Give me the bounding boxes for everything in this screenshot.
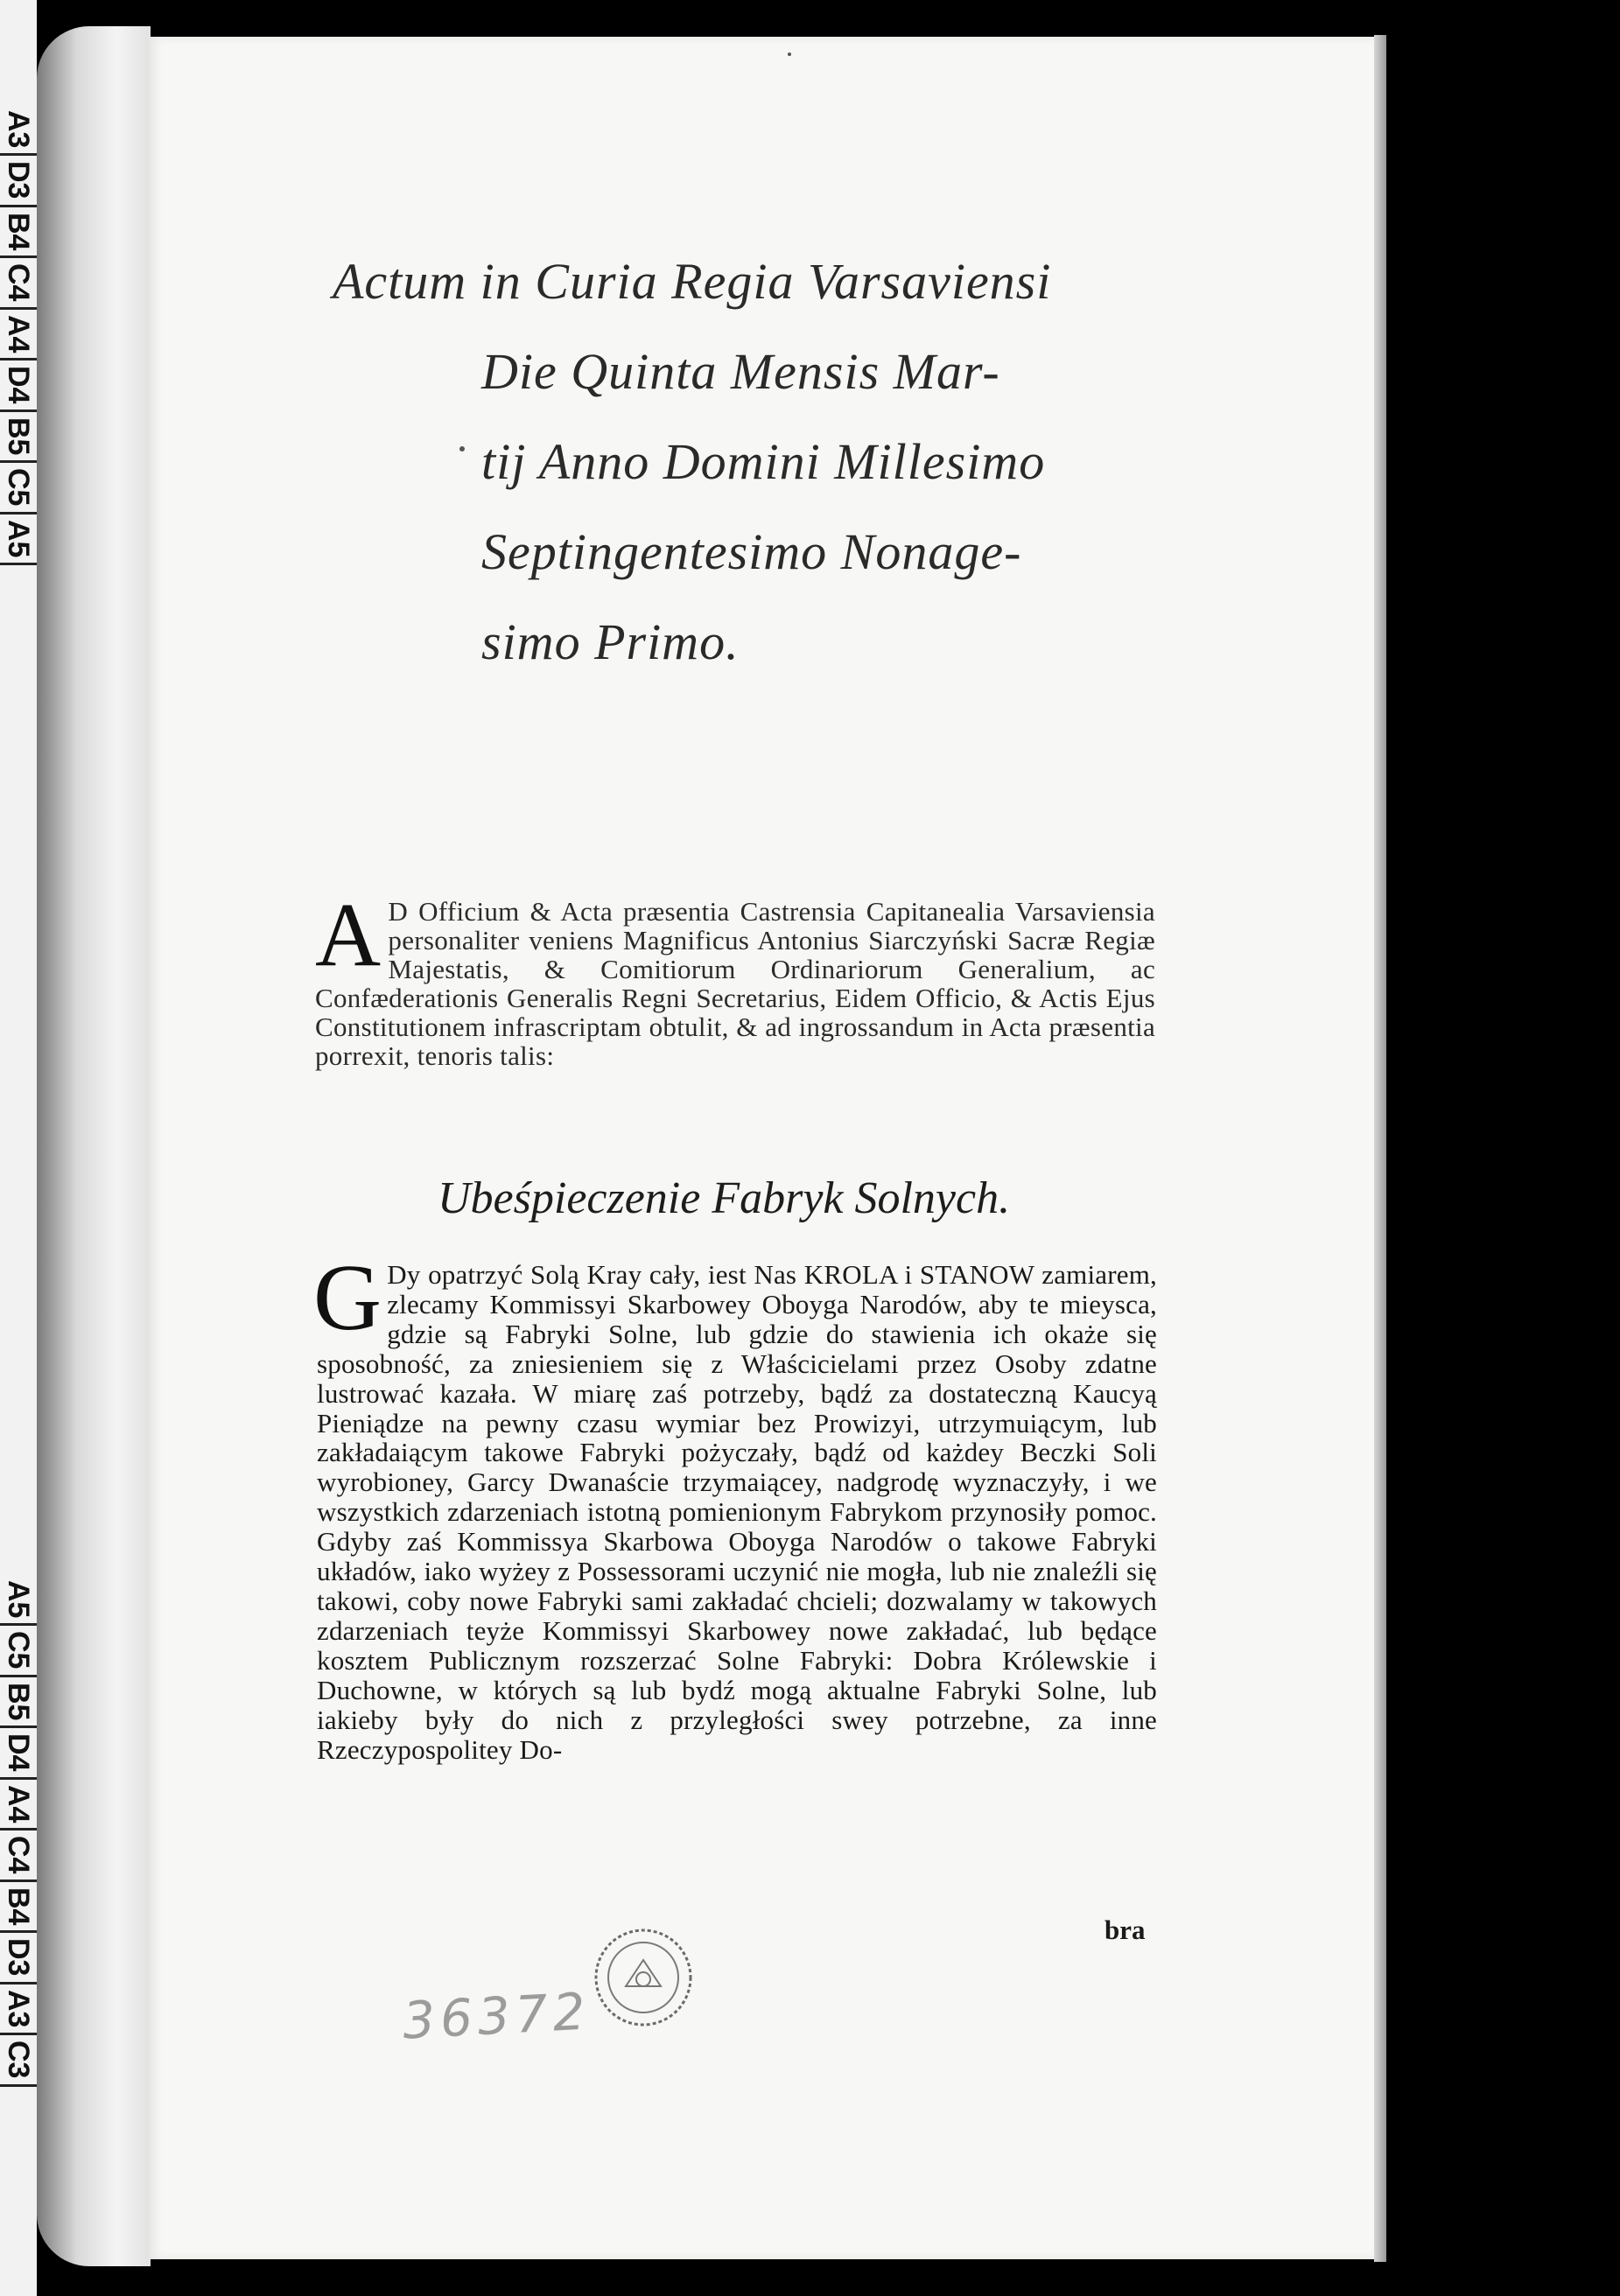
document-heading [333,236,1208,687]
section-title [438,1172,1138,1224]
page-curl [37,26,151,2266]
heading-line: simo Primo. [481,613,740,670]
spine-label: B4 [0,1882,37,1933]
shelf-number: 36372 [401,1981,593,2051]
spine-label: D3 [0,1933,37,1984]
spine-label: D4 [0,1728,37,1779]
spine-label: B5 [0,412,37,463]
heading-line: Die Quinta Mensis Mar- [481,343,1000,400]
intro-paragraph [315,885,1155,1071]
spine-label: A5 [0,1575,37,1626]
spine-label: A5 [0,514,37,565]
spine-label: C5 [0,1626,37,1676]
ink-speck [788,52,791,56]
spine-label: B5 [0,1677,37,1728]
spine-label: D3 [0,156,37,206]
spine-label: A4 [0,1780,37,1830]
ink-speck [459,446,465,452]
catchword: bra [1105,1914,1146,1945]
spine-label: B4 [0,207,37,258]
dropcap-a: A [315,885,382,985]
dark-margin [1386,0,1620,2296]
spine-label: C5 [0,463,37,514]
spine-labels-bottom [0,1575,37,2087]
library-stamp-icon [591,1925,696,2030]
body-paragraph [313,1246,1157,1765]
section-title-text: Ubeśpieczenie Fabryk Solnych. [438,1173,1011,1223]
body-text: Dy opatrzyć Solą Kray cały, iest Nas KROLA i STANOW zamiarem, zlecamy Kommissyi Skarbowey Oboyga Narodów, aby te mieysca, gdzie są Fabryki Solne, lub gdzie do stawienia ich okaże się sposobność, za zniesieniem się z Właścicielami przez Osoby zdatne lustrować kazała. W miarę zaś potrzeby, bądź za dostateczną Kaucyą Pieniądze na pewny czasu wymiar bez Prowizyi, utrzymuiącym, lub zakładaiącym takowe Fabryki pożyczały, bądź od każdey Beczki Soli wyrobioney, Garcy Dwanaście trzymaiącey, nadgrodę wyznaczyły, i we wszystkich zdarzeniach istotną pomienionym Fabrykom przynosiły pomoc. Gdyby zaś Kommissya Skarbowa Oboyga Narodów o takowe Fabryki układów, iako wyżey z Possessorami uczynić nie mogła, lub nie znaleźli się takowi, coby nowe Fabryki sami zakładać chcieli; dozwalamy w takowych zdarzeniach teyże Kommissyi Skarbowey nowe zakładać, lub będące kosztem Publicznym rozszerzać Solne Fabryki: Dobra Królewskie i Duchowne, w których są lub bydź mogą aktualne Fabryki Solne, lub iakieby były do nich z przyległości swey potrzebne, za inne Rzeczypospolitey Do- [317,1259,1157,1765]
spine-label: A4 [0,310,37,360]
heading-line: Actum in Curia Regia Varsaviensi [333,253,1052,310]
spine-label: C4 [0,258,37,309]
spine-strip [0,0,37,2296]
spine-label: C4 [0,1830,37,1881]
heading-line: Septingentesimo Nonage- [481,523,1022,580]
spine-label: A3 [0,1984,37,2035]
heading-line: tij Anno Domini Millesimo [481,433,1046,490]
spine-labels-top [0,105,37,565]
dropcap-g: G [313,1246,382,1350]
spine-label: C3 [0,2035,37,2086]
intro-text: D Officium & Acta præsentia Castrensia Capitanealia Varsaviensia personaliter veniens Magnificus Antonius Siarczyński Sacræ Regiæ Majestatis, & Comitiorum Ordinariorum Generalium, ac Confæderationis Generalis Regni Secretarius, Eidem Officio, & Actis Ejus Constitutionem infrascriptam obtulit, & ad ingrossandum in Acta præsentia porrexit, tenoris talis: [315,896,1155,1071]
spine-label: A3 [0,105,37,156]
spine-label: D4 [0,360,37,411]
page-edge [1374,35,1386,2262]
